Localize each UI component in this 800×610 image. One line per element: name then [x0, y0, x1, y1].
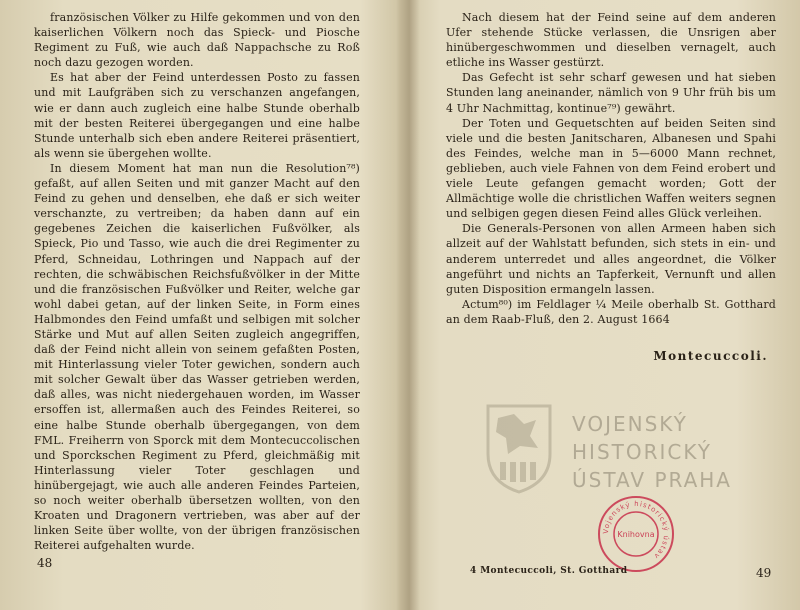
watermark-line-2: HISTORICKÝ	[572, 440, 712, 464]
right-page	[446, 10, 776, 363]
sheet-signature-mark: 4 Montecuccoli, St. Gotthard	[470, 566, 628, 576]
right-page-number: 49	[756, 566, 772, 580]
watermark-line-1: VOJENSKÝ	[572, 412, 688, 436]
left-page-number: 48	[37, 556, 53, 570]
stamp-ring-text: Vojenský historický ústav	[601, 499, 671, 561]
right-paragraph-1: Nach diesem hat der Feind seine auf dem anderen Ufer stehende Stücke verlassen, die Unsrigen aber hinübergeschwommen und dieselben vernagelt, auch etliche ins Wasser gestürzt.	[446, 11, 776, 70]
left-paragraph-1: französischen Völker zu Hilfe gekommen und von den kaiserlichen Völkern noch das Spieck- und Piosche Regiment zu Fuß, wie auch daß Nappachsche zu Roß noch dazu gezogen worden.	[34, 11, 360, 70]
library-stamp	[596, 494, 676, 574]
right-paragraph-3: Der Toten und Gequetschten auf beiden Seiten sind viele und die besten Janitscharen, Albanesen und Spahi des Feindes, welche man in 5—6000 Mann rechnet, geblieben, auch viele Fahnen von dem Feind erobert und viele Leute gefangen gemacht worden; Gott der Allmächtige wolle die christlichen Waffen weiters segnen und selbigen gegen diesen Feind alles Glück verleihen.	[446, 116, 776, 221]
left-paragraph-2: Es hat aber der Feind unterdessen Posto zu fassen und mit Laufgräben sich zu verschanzen angefangen, wie er dann auch zugleich eine halbe Stunde oberhalb mit der besten Reiterei übergegangen und eine halbe Stunde unterhalb sich eben andere Reiterei präsentiert, als wenn sie übergehen wollte.	[34, 71, 360, 160]
left-page	[34, 10, 360, 553]
right-paragraph-5: Actum⁸⁰) im Feldlager ¼ Meile oberhalb St. Gotthard an dem Raab-Fluß, den 2. August 1664	[446, 297, 776, 326]
book-gutter	[396, 0, 420, 610]
signature: Montecuccoli.	[653, 348, 768, 363]
watermark-line-3: ÚSTAV PRAHA	[572, 468, 732, 492]
right-paragraph-4: Die Generals-Personen von allen Armeen haben sich allzeit auf der Wahlstatt befunden, sich stets in ein- und anderem unterredet und alles angeordnet, die Völker angeführt und nichts an Tapferkeit, Vernunft und allen guten Disposition ermangeln lassen.	[446, 222, 776, 296]
left-paragraph-3: In diesem Moment hat man nun die Resolution⁷⁸) gefaßt, auf allen Seiten und mit ganzer Macht auf den Feind zu gehen und denselben, ehe daß er sich weiter verschanzte, zu vertreiben; da haben dann auf ein gegebenes Zeichen die kaiserlichen Fußvölker, als Spieck, Pio und Tasso, wie auch die drei Regimenter zu Pferd, Schneidau, Lothringen und Nappach auf der rechten, die schwäbischen Reichsfußvölker in der Mitte und die französischen Fußvölker und Reiter, welche gar wohl dabei getan, auf der linken Seite, in Form eines Halbmondes den Feind umfaßt und selbigen mit solcher Stärke und Mut auf allen Seiten zugleich angegriffen, daß der Feind nicht allein von seinem gefaßten Posten, mit Hinterlassung vieler Toter gewichen, sondern auch mit solcher Gewalt über das Wasser getrieben werden, daß alles, was nicht niedergehauen worden, im Wasser ersoffen ist, allermaßen auch des Feindes Reiterei, so eine halbe Stunde oberhalb übergegangen, von dem FML. Freiherrn von Sporck mit dem Montecuccolischen und Sporckschen Regiment zu Pferd, gleichmäßig mit Hinterlassung vieler Toter geschlagen und hinübergejagt, wie auch alle anderen Feindes Parteien, so noch weiter oberhalb übersetzen wollten, von den Kroaten und Dragonern vertrieben, was aber auf der linken Seite über wollte, von der übrigen französischen Reiterei aufgehalten wurde.	[34, 161, 360, 553]
watermark-shield-icon	[484, 402, 554, 494]
stamp-center-text: Knihovna	[617, 530, 655, 539]
right-paragraph-2: Das Gefecht ist sehr scharf gewesen und hat sieben Stunden lang aneinander, nämlich von 9 Uhr früh bis um 4 Uhr Nachmittag, kontinue⁷⁹) gewährt.	[446, 71, 776, 115]
